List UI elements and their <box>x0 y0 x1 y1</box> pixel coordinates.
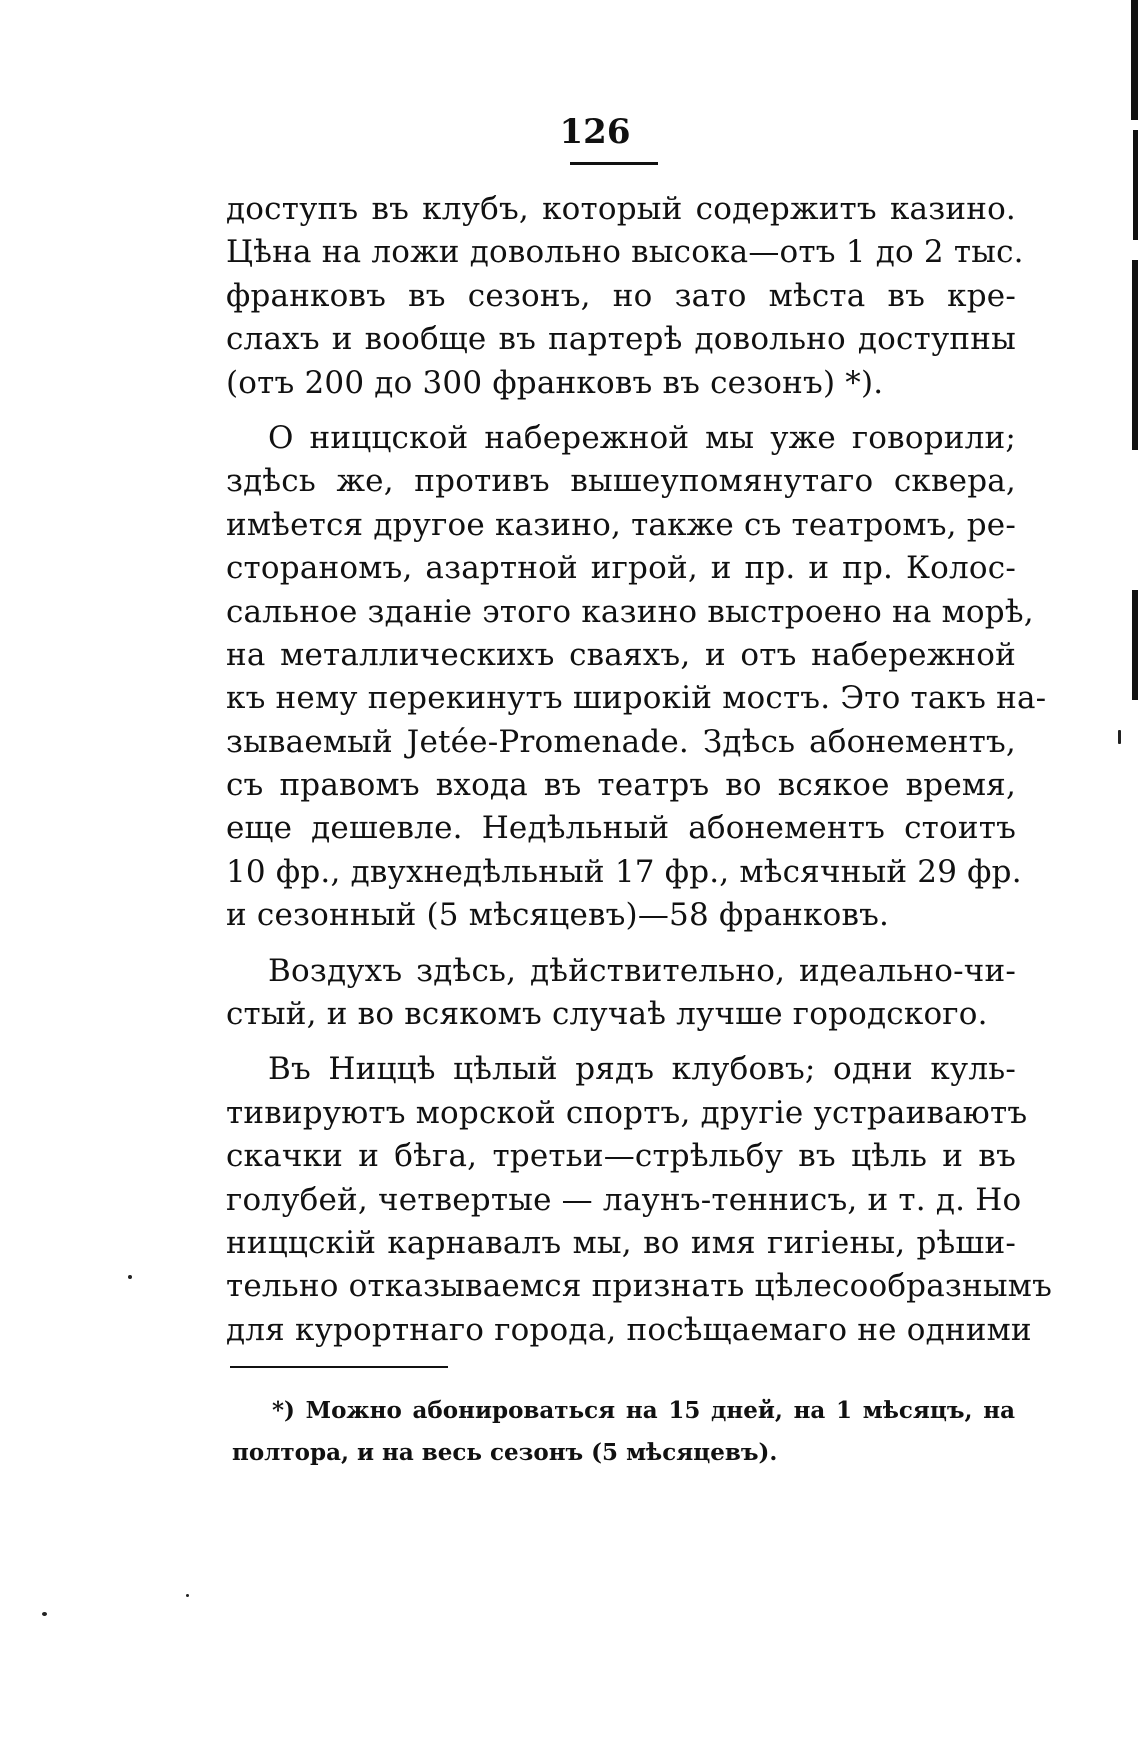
text-line: тельно отказываемся признать цѣлесообразнымъ <box>226 1268 1052 1305</box>
scan-speck <box>42 1612 47 1616</box>
footnote-separator <box>230 1366 448 1368</box>
text-line: стораномъ, азартной игрой, и пр. и пр. Колос- <box>226 550 1016 587</box>
scan-speck <box>1118 730 1121 744</box>
text-line: ниццскій карнавалъ мы, во имя гигіены, рѣши- <box>226 1224 1016 1261</box>
text-line: съ правомъ входа въ театръ во всякое время, <box>226 767 1016 804</box>
text-line: слахъ и вообще въ партерѣ довольно доступны <box>226 321 1016 358</box>
scan-edge-artifact <box>1130 0 1140 720</box>
text-line: на металлическихъ сваяхъ, и отъ набережной <box>226 636 1016 673</box>
text-line: (отъ 200 до 300 франковъ въ сезонъ) *). <box>226 364 884 401</box>
text-line: зываемый Jetée-Promenade. Здѣсь абонементъ, <box>226 723 1016 760</box>
text-line: франковъ въ сезонъ, но зато мѣста въ кре- <box>226 277 1016 314</box>
text-line: стый, и во всякомъ случаѣ лучше городского. <box>226 996 988 1033</box>
text-line: 10 фр., двухнедѣльный 17 фр., мѣсячный 29 фр. <box>226 853 1022 890</box>
text-line: О ниццской набережной мы уже говорили; <box>268 419 1016 456</box>
text-line: Воздухъ здѣсь, дѣйствительно, идеально-чи- <box>268 952 1016 989</box>
text-line: скачки и бѣга, третьи—стрѣльбу въ цѣль и въ <box>226 1138 1016 1175</box>
text-line: къ нему перекинутъ широкій мостъ. Это такъ на- <box>226 680 1047 717</box>
footnote-line: *) Можно абонироваться на 15 дней, на 1 мѣсяцъ, на <box>272 1397 1015 1424</box>
text-line: еще дешевле. Недѣльный абонементъ стоитъ <box>226 810 1016 847</box>
footnote <box>232 1390 1015 1474</box>
text-line: и сезонный (5 мѣсяцевъ)—58 франковъ. <box>226 897 890 934</box>
text-line: Въ Ниццѣ цѣлый рядъ клубовъ; одни куль- <box>268 1051 1016 1088</box>
text-line: тивируютъ морской спортъ, другіе устраиваютъ <box>226 1094 1028 1131</box>
text-line: Цѣна на ложи довольно высока—отъ 1 до 2 тыс. <box>226 234 1024 271</box>
scan-speck <box>128 1275 132 1279</box>
text-line: здѣсь же, противъ вышеупомянутаго сквера, <box>226 463 1016 500</box>
text-line: доступъ въ клубъ, который содержитъ казино. <box>226 191 1016 227</box>
text-line: голубей, четвертые — лаунъ-теннисъ, и т. д. Но <box>226 1181 1022 1218</box>
footnote-line: полтора, и на весь сезонъ (5 мѣсяцевъ). <box>232 1439 778 1466</box>
page-number-underline <box>570 162 658 165</box>
text-line: для курортнаго города, посѣщаемаго не одними <box>226 1311 1032 1348</box>
text-line: сальное зданіе этого казино выстроено на морѣ, <box>226 593 1034 630</box>
page-number: 126 <box>559 112 631 152</box>
body-text <box>226 188 1052 1352</box>
scan-speck <box>186 1594 189 1597</box>
text-line: имѣется другое казино, также съ театромъ, ре- <box>226 506 1016 543</box>
